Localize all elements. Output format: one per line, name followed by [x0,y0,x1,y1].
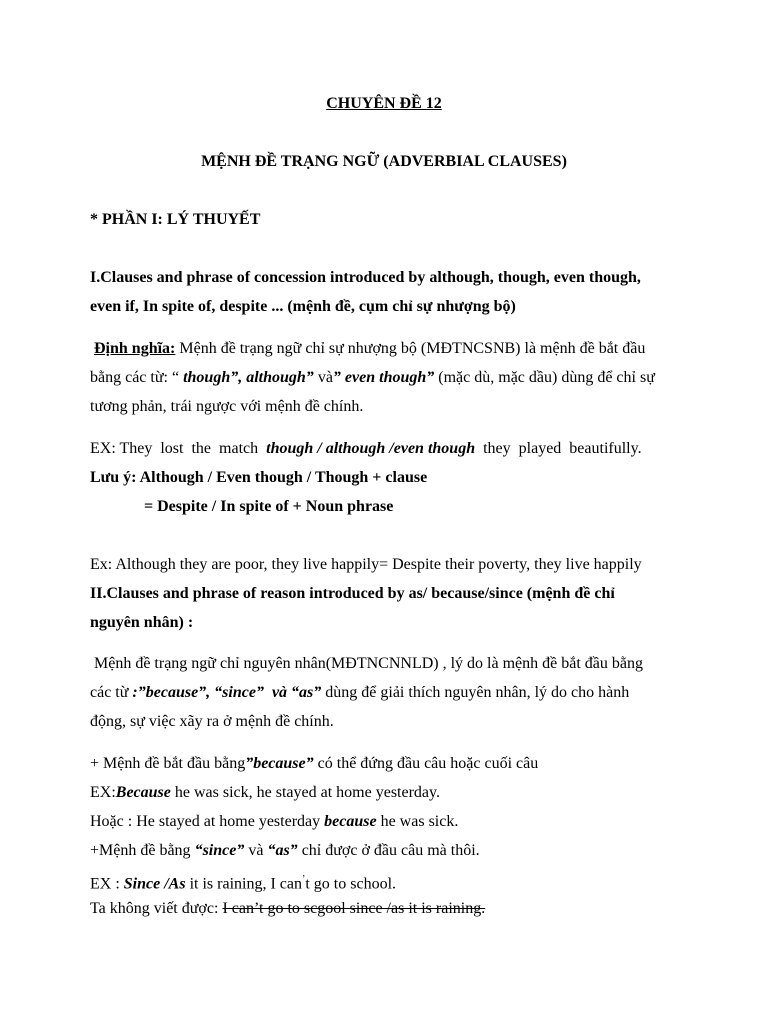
section2-wrong-example: Ta không viết được: I can’t go to scgool since /as it is raining. [90,900,486,917]
section1-heading-line1: I.Clauses and phrase of concession introduced by although, though, even though, [90,269,641,286]
section1-heading-line2: even if, In spite of, despite ... (mệnh đề, cụm chỉ sự nhượng bộ) [90,298,516,315]
section1-note-line1: Lưu ý: Although / Even though / Though + clause [90,469,428,486]
part-heading: * PHẦN I: LÝ THUYẾT [90,211,261,228]
section1-definition-line2: bằng các từ: “ though”, although” và” even though” (mặc dù, mặc dầu) dùng để chỉ sự [90,369,655,386]
section1-example2: Ex: Although they are poor, they live happily= Despite their poverty, they live happily [90,556,642,573]
section2-since-as-rule: +Mệnh đề bằng “since” và “as” chỉ được ở đầu câu mà thôi. [90,842,480,859]
section2-heading-line1: II.Clauses and phrase of reason introduced by as/ because/since (mệnh đề chỉ [90,585,615,602]
document-title: CHUYÊN ĐỀ 12 [326,95,442,112]
section1-definition-line1: Định nghĩa: Mệnh đề trạng ngữ chỉ sự nhượng bộ (MĐTNCSNB) là mệnh đề bắt đầu [94,340,646,357]
section1-definition-line3: tương phản, trái ngược với mệnh đề chính. [90,398,364,415]
section2-definition-line1: Mệnh đề trạng ngữ chỉ nguyên nhân(MĐTNCNNLD) , lý do là mệnh đề bắt đầu bằng [90,655,643,672]
section2-definition-line3: động, sự việc xãy ra ở mệnh đề chính. [90,713,334,730]
section2-because-rule: + Mệnh đề bắt đầu bằng”because” có thể đứng đầu câu hoặc cuối câu [90,755,539,772]
section2-alternative: Hoặc : He stayed at home yesterday because he was sick. [90,813,459,830]
section2-definition-line2: các từ :”because”, “since” và “as” dùng để giải thích nguyên nhân, lý do cho hành [90,684,630,701]
section1-example: EX: They lost the match though / although /even though they played beautifully. [90,440,642,457]
section2-example2: EX : Since /As it is raining, I can’t go to school. [90,874,397,893]
section2-example1: EX:Because he was sick, he stayed at home yesterday. [90,784,440,801]
document-subtitle: MỆNH ĐỀ TRẠNG NGỮ (ADVERBIAL CLAUSES) [201,153,567,170]
section2-heading-line2: nguyên nhân) : [90,614,194,631]
section1-note-line2: = Despite / In spite of + Noun phrase [144,498,394,515]
